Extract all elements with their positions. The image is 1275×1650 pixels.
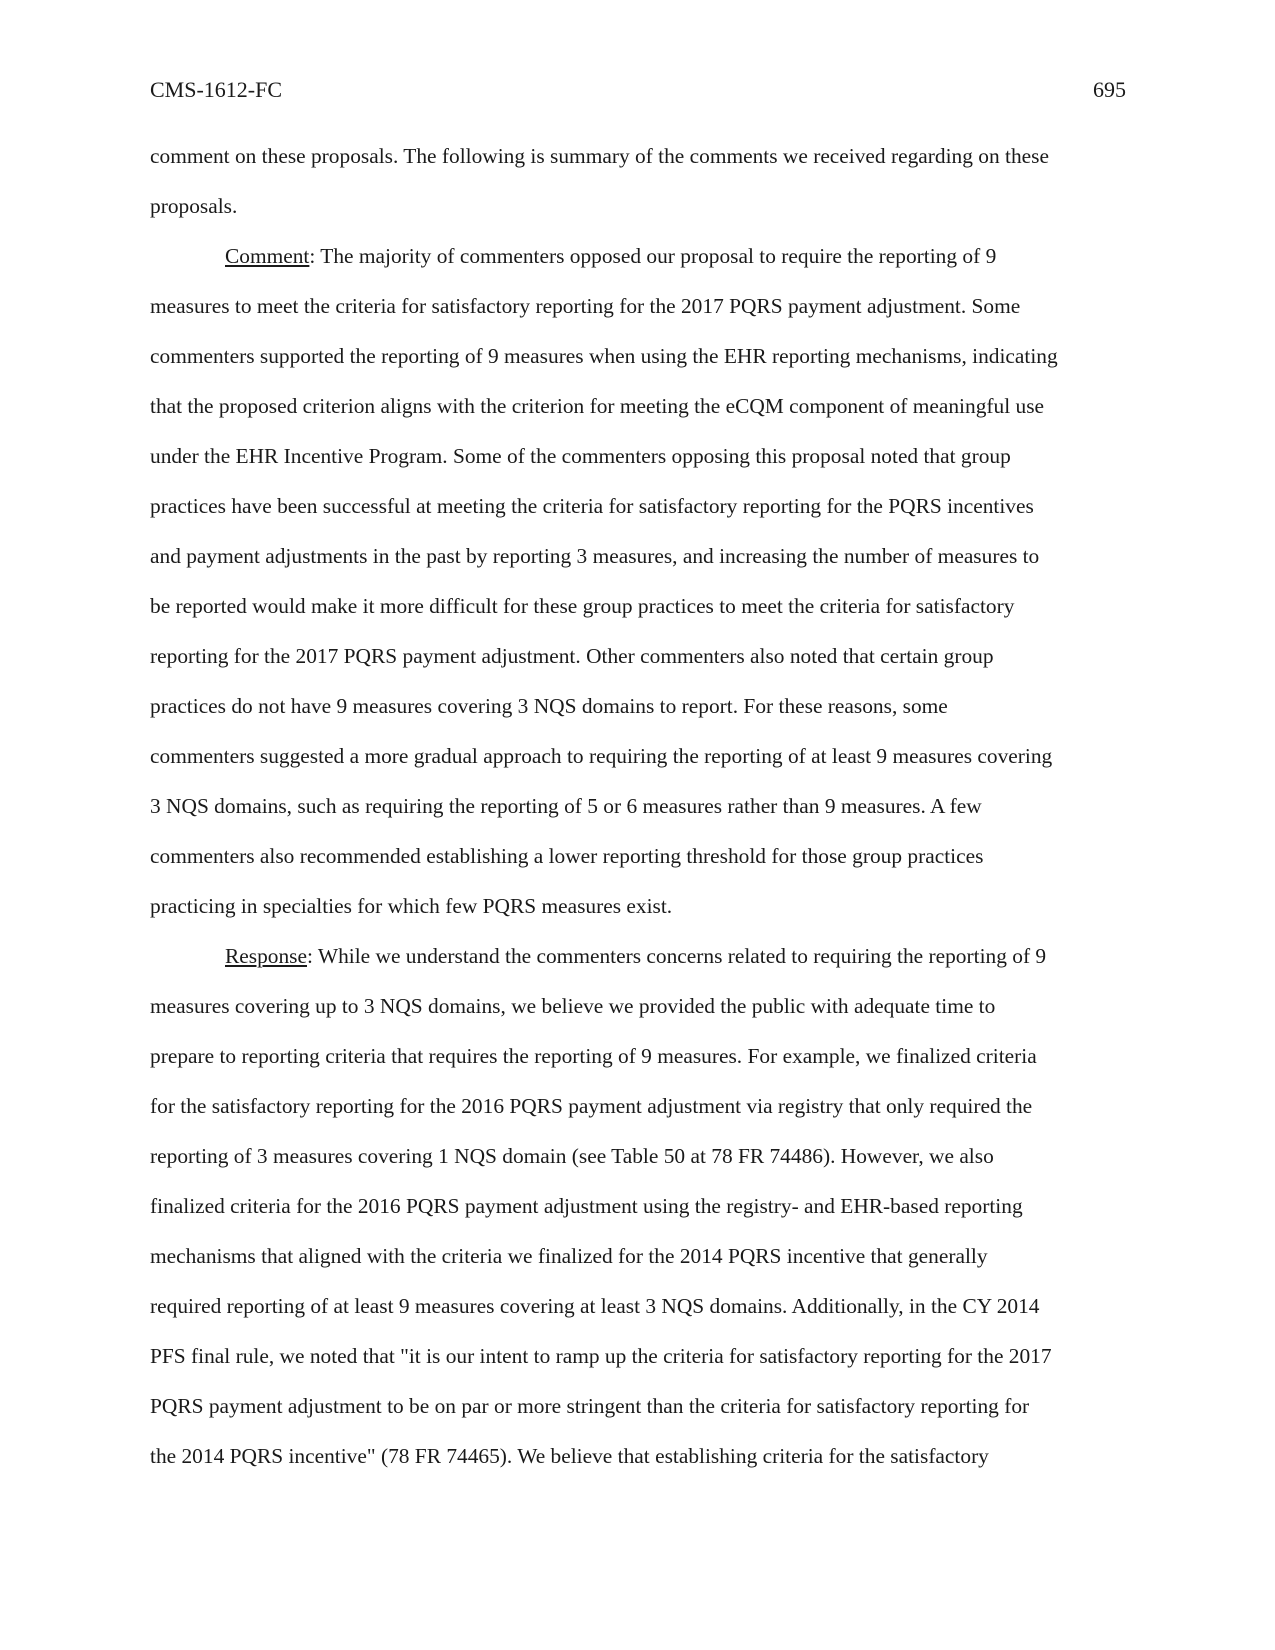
text-line: be reported would make it more difficult for these group practices to meet the criteria for satisfactory [150,594,1015,618]
text-line: under the EHR Incentive Program. Some of the commenters opposing this proposal noted that group [150,444,1011,468]
text-line: for the satisfactory reporting for the 2016 PQRS payment adjustment via registry that only required the [150,1094,1033,1118]
text-line: finalized criteria for the 2016 PQRS payment adjustment using the registry- and EHR-based reporting [150,1194,1023,1218]
text-line: PFS final rule, we noted that "it is our intent to ramp up the criteria for satisfactory reporting for the 2017 [150,1344,1052,1368]
comment-first-line [225,240,1215,272]
text-line: reporting for the 2017 PQRS payment adjustment. Other commenters also noted that certain group [150,644,994,668]
page-header [150,74,1126,106]
text-line: practices do not have 9 measures covering 3 NQS domains to report. For these reasons, some [150,694,948,718]
text-line: reporting of 3 measures covering 1 NQS domain (see Table 50 at 78 FR 74486). However, we also [150,1144,994,1168]
text-line: commenters supported the reporting of 9 measures when using the EHR reporting mechanisms, indicating [150,344,1058,368]
text-line: PQRS payment adjustment to be on par or more stringent than the criteria for satisfactory reporting for [150,1394,1030,1418]
response-label: Response [225,944,307,968]
response-first-line [225,940,1215,972]
comment-first-line-text: : The majority of commenters opposed our proposal to require the reporting of 9 [309,244,997,268]
text-line: required reporting of at least 9 measures covering at least 3 NQS domains. Additionally, in the CY 2014 [150,1294,1040,1318]
text-line: comment on these proposals. The following is summary of the comments we received regarding on these [150,144,1049,168]
document-id: CMS-1612-FC [150,77,283,102]
text-line: measures to meet the criteria for satisfactory reporting for the 2017 PQRS payment adjustment. Some [150,294,1021,318]
text-line: the 2014 PQRS incentive" (78 FR 74465). We believe that establishing criteria for the satisfactory [150,1444,989,1468]
text-line: proposals. [150,194,238,218]
text-line: prepare to reporting criteria that requires the reporting of 9 measures. For example, we finalized criteria [150,1044,1037,1068]
text-line: measures covering up to 3 NQS domains, we believe we provided the public with adequate time to [150,994,996,1018]
text-line: mechanisms that aligned with the criteria we finalized for the 2014 PQRS incentive that generally [150,1244,988,1268]
text-line: practicing in specialties for which few PQRS measures exist. [150,894,673,918]
text-line: practices have been successful at meeting the criteria for satisfactory reporting for the PQRS incentives [150,494,1034,518]
page-number: 695 [1093,77,1126,102]
response-first-line-text: : While we understand the commenters concerns related to requiring the reporting of 9 [307,944,1047,968]
text-line: commenters suggested a more gradual approach to requiring the reporting of at least 9 measures covering [150,744,1053,768]
text-line: and payment adjustments in the past by reporting 3 measures, and increasing the number of measures to [150,544,1040,568]
text-line: that the proposed criterion aligns with the criterion for meeting the eCQM component of meaningful use [150,394,1045,418]
text-line: 3 NQS domains, such as requiring the reporting of 5 or 6 measures rather than 9 measures. A few [150,794,982,818]
comment-label: Comment [225,244,310,268]
text-line: commenters also recommended establishing a lower reporting threshold for those group practices [150,844,984,868]
